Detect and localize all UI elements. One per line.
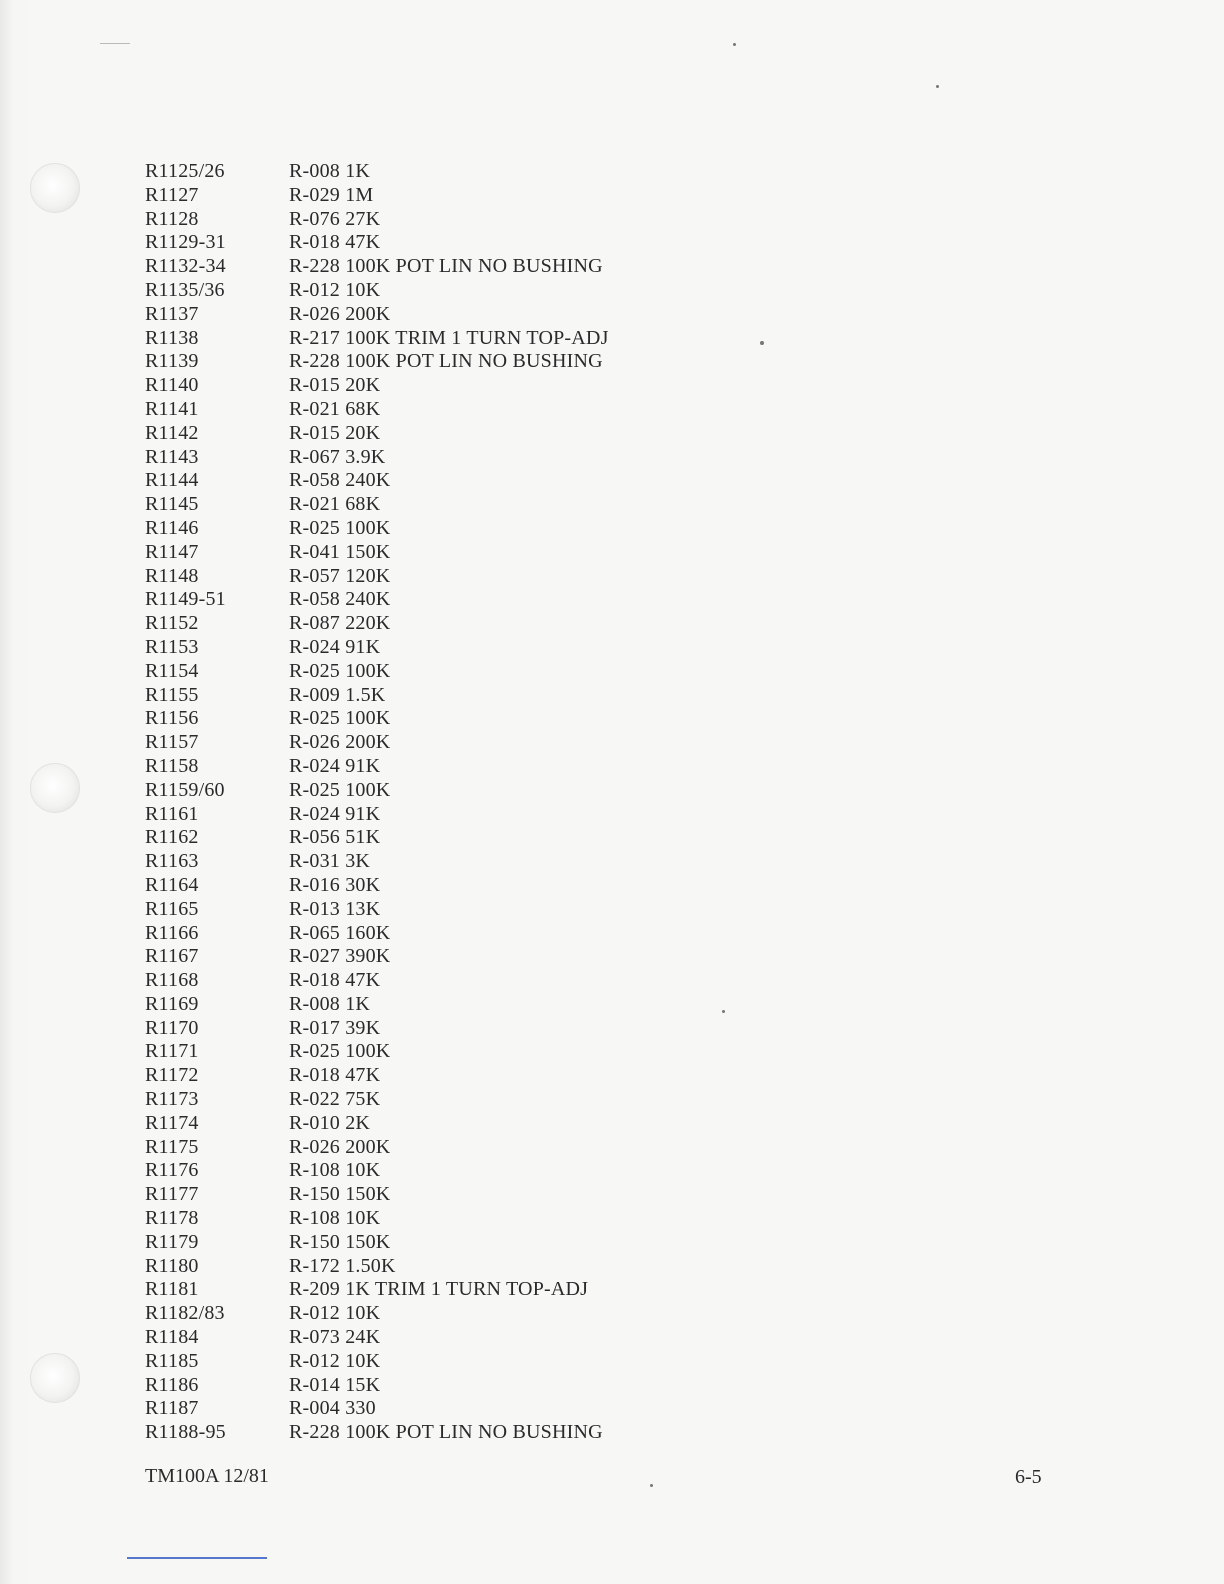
part-reference: R1152 [145, 612, 199, 635]
part-description: R-108 10K [289, 1207, 381, 1230]
binder-hole [30, 763, 80, 813]
part-description: R-022 75K [289, 1088, 381, 1111]
part-description: R-004 330 [289, 1397, 376, 1420]
part-reference: R1163 [145, 850, 199, 873]
part-reference: R1185 [145, 1349, 199, 1372]
part-reference: R1129-31 [145, 231, 226, 254]
parts-row [145, 1421, 609, 1445]
parts-row [145, 1350, 609, 1374]
scan-speck [760, 341, 764, 345]
part-description: R-057 120K [289, 564, 391, 587]
document-id: TM100A 12/81 [145, 1465, 269, 1487]
parts-row [145, 945, 609, 969]
part-reference: R1138 [145, 326, 199, 349]
part-reference: R1165 [145, 897, 199, 920]
parts-row [145, 255, 609, 279]
parts-row [145, 327, 609, 351]
part-description: R-025 100K [289, 778, 391, 801]
part-reference: R1175 [145, 1135, 199, 1158]
part-reference: R1180 [145, 1254, 199, 1277]
part-reference: R1149-51 [145, 588, 226, 611]
part-description: R-150 150K [289, 1230, 391, 1253]
parts-row [145, 1397, 609, 1421]
part-reference: R1173 [145, 1088, 199, 1111]
binder-hole [30, 1353, 80, 1403]
part-reference: R1162 [145, 826, 199, 849]
part-reference: R1186 [145, 1373, 199, 1396]
parts-row [145, 422, 609, 446]
part-description: R-228 100K POT LIN NO BUSHING [289, 350, 603, 373]
part-description: R-041 150K [289, 540, 391, 563]
scan-speck [936, 85, 939, 88]
part-reference: R1132-34 [145, 255, 226, 278]
part-description: R-087 220K [289, 612, 391, 635]
parts-row [145, 184, 609, 208]
part-description: R-228 100K POT LIN NO BUSHING [289, 1421, 603, 1444]
part-description: R-150 150K [289, 1183, 391, 1206]
parts-row [145, 779, 609, 803]
part-reference: R1155 [145, 683, 199, 706]
page-number: 6-5 [1015, 1466, 1042, 1488]
parts-row [145, 636, 609, 660]
part-reference: R1169 [145, 992, 199, 1015]
part-description: R-018 47K [289, 1064, 381, 1087]
parts-row [145, 160, 609, 184]
parts-row [145, 1326, 609, 1350]
part-description: R-031 3K [289, 850, 371, 873]
parts-row [145, 1231, 609, 1255]
scan-edge-line [127, 1557, 267, 1559]
part-reference: R1141 [145, 397, 199, 420]
parts-row [145, 231, 609, 255]
parts-row [145, 279, 609, 303]
part-reference: R1164 [145, 873, 199, 896]
part-reference: R1171 [145, 1040, 199, 1063]
part-reference: R1146 [145, 516, 199, 539]
parts-row [145, 1064, 609, 1088]
parts-row [145, 993, 609, 1017]
part-reference: R1142 [145, 421, 199, 444]
part-reference: R1178 [145, 1207, 199, 1230]
parts-row [145, 374, 609, 398]
parts-row [145, 969, 609, 993]
part-reference: R1188-95 [145, 1421, 226, 1444]
part-reference: R1179 [145, 1230, 199, 1253]
part-reference: R1148 [145, 564, 199, 587]
parts-row [145, 1207, 609, 1231]
parts-row [145, 755, 609, 779]
part-description: R-024 91K [289, 635, 381, 658]
parts-row [145, 1255, 609, 1279]
scan-speck [722, 1010, 725, 1013]
part-reference: R1177 [145, 1183, 199, 1206]
part-reference: R1182/83 [145, 1302, 225, 1325]
part-reference: R1184 [145, 1326, 199, 1349]
part-description: R-056 51K [289, 826, 381, 849]
part-reference: R1139 [145, 350, 199, 373]
part-reference: R1140 [145, 374, 199, 397]
part-reference: R1172 [145, 1064, 199, 1087]
parts-row [145, 1112, 609, 1136]
scan-speck [733, 43, 736, 46]
parts-row [145, 1183, 609, 1207]
part-reference: R1125/26 [145, 160, 225, 182]
parts-row [145, 1040, 609, 1064]
parts-row [145, 446, 609, 470]
part-description: R-024 91K [289, 802, 381, 825]
part-reference: R1156 [145, 707, 199, 730]
parts-row [145, 850, 609, 874]
part-reference: R1181 [145, 1278, 199, 1301]
parts-row [145, 1374, 609, 1398]
part-reference: R1167 [145, 945, 199, 968]
part-reference: R1128 [145, 207, 199, 230]
parts-row [145, 731, 609, 755]
parts-row [145, 398, 609, 422]
part-reference: R1161 [145, 802, 199, 825]
part-description: R-029 1M [289, 183, 374, 206]
part-description: R-058 240K [289, 469, 391, 492]
parts-row [145, 303, 609, 327]
part-description: R-009 1.5K [289, 683, 386, 706]
part-description: R-228 100K POT LIN NO BUSHING [289, 255, 603, 278]
part-description: R-012 10K [289, 1349, 381, 1372]
part-description: R-026 200K [289, 1135, 391, 1158]
part-description: R-024 91K [289, 754, 381, 777]
part-description: R-172 1.50K [289, 1254, 396, 1277]
part-reference: R1168 [145, 969, 199, 992]
parts-row [145, 612, 609, 636]
part-reference: R1135/36 [145, 278, 225, 301]
part-reference: R1144 [145, 469, 199, 492]
parts-row [145, 898, 609, 922]
parts-row [145, 660, 609, 684]
part-reference: R1166 [145, 921, 199, 944]
part-description: R-067 3.9K [289, 445, 386, 468]
part-description: R-014 15K [289, 1373, 381, 1396]
part-description: R-012 10K [289, 1302, 381, 1325]
parts-list [145, 160, 609, 1445]
part-description: R-013 13K [289, 897, 381, 920]
parts-row [145, 826, 609, 850]
part-description: R-008 1K [289, 160, 371, 182]
part-description: R-058 240K [289, 588, 391, 611]
scan-speck [650, 1484, 653, 1487]
part-reference: R1143 [145, 445, 199, 468]
parts-row [145, 493, 609, 517]
part-description: R-026 200K [289, 731, 391, 754]
parts-row [145, 1088, 609, 1112]
part-description: R-025 100K [289, 516, 391, 539]
part-description: R-025 100K [289, 707, 391, 730]
parts-row [145, 565, 609, 589]
parts-row [145, 1278, 609, 1302]
part-reference: R1158 [145, 754, 199, 777]
parts-row [145, 350, 609, 374]
part-reference: R1176 [145, 1159, 199, 1182]
part-description: R-025 100K [289, 659, 391, 682]
part-description: R-018 47K [289, 231, 381, 254]
parts-row [145, 469, 609, 493]
part-description: R-108 10K [289, 1159, 381, 1182]
part-reference: R1187 [145, 1397, 199, 1420]
part-description: R-209 1K TRIM 1 TURN TOP-ADJ [289, 1278, 589, 1301]
part-reference: R1159/60 [145, 778, 225, 801]
part-description: R-015 20K [289, 421, 381, 444]
part-description: R-026 200K [289, 302, 391, 325]
parts-row [145, 1136, 609, 1160]
part-description: R-012 10K [289, 278, 381, 301]
parts-row [145, 1302, 609, 1326]
parts-row [145, 707, 609, 731]
part-description: R-021 68K [289, 493, 381, 516]
part-reference: R1137 [145, 302, 199, 325]
part-reference: R1157 [145, 731, 199, 754]
part-reference: R1147 [145, 540, 199, 563]
parts-row [145, 541, 609, 565]
part-description: R-017 39K [289, 1016, 381, 1039]
parts-row [145, 208, 609, 232]
part-reference: R1153 [145, 635, 199, 658]
parts-row [145, 1017, 609, 1041]
scan-mark [100, 43, 130, 44]
part-description: R-021 68K [289, 397, 381, 420]
part-reference: R1174 [145, 1111, 199, 1134]
part-description: R-016 30K [289, 873, 381, 896]
part-reference: R1170 [145, 1016, 199, 1039]
part-description: R-076 27K [289, 207, 381, 230]
part-description: R-217 100K TRIM 1 TURN TOP-ADJ [289, 326, 609, 349]
part-description: R-010 2K [289, 1111, 371, 1134]
parts-row [145, 1159, 609, 1183]
part-description: R-073 24K [289, 1326, 381, 1349]
parts-row [145, 588, 609, 612]
part-reference: R1127 [145, 183, 199, 206]
parts-row [145, 874, 609, 898]
part-description: R-008 1K [289, 992, 371, 1015]
part-description: R-065 160K [289, 921, 391, 944]
part-description: R-025 100K [289, 1040, 391, 1063]
binder-hole [30, 163, 80, 213]
part-reference: R1145 [145, 493, 199, 516]
parts-row [145, 922, 609, 946]
parts-row [145, 803, 609, 827]
parts-row [145, 684, 609, 708]
part-description: R-018 47K [289, 969, 381, 992]
part-description: R-027 390K [289, 945, 391, 968]
parts-row [145, 517, 609, 541]
part-description: R-015 20K [289, 374, 381, 397]
part-reference: R1154 [145, 659, 199, 682]
